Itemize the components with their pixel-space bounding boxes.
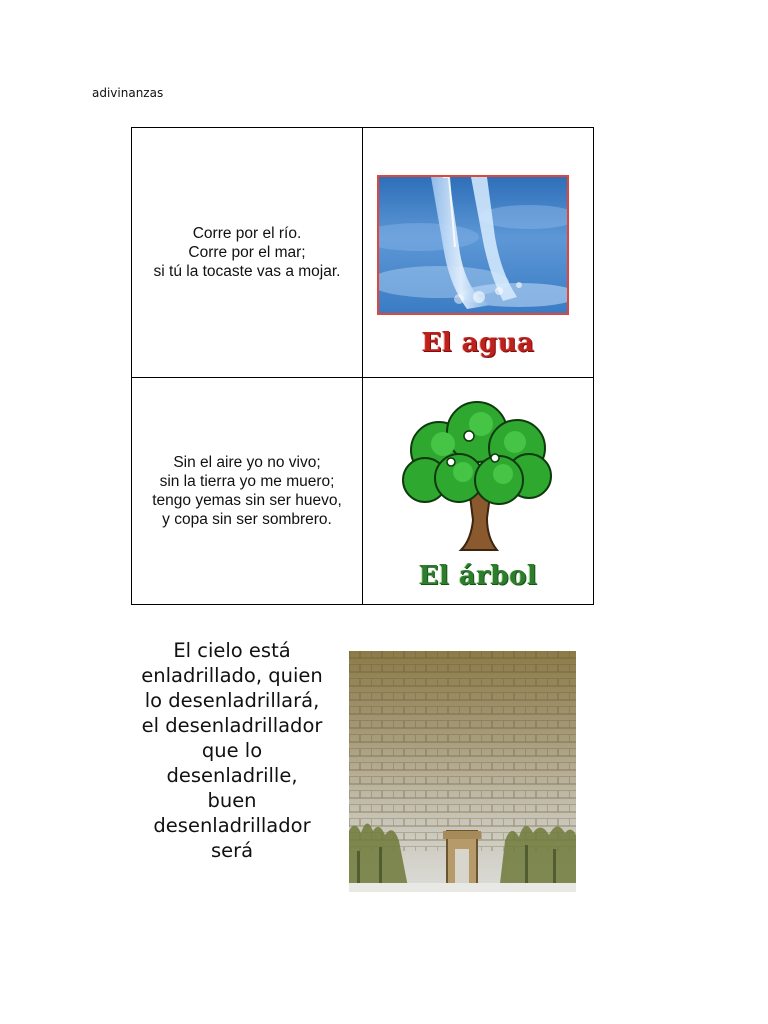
riddle-line: tengo yemas sin ser huevo, <box>152 491 342 509</box>
riddle-line: el desenladrillador <box>141 714 323 737</box>
riddle-line: desenladrille, <box>166 764 298 787</box>
riddle-text-water <box>132 224 362 281</box>
answer-label-arbol: El árbol <box>418 560 538 591</box>
riddle-line: sin la tierra yo me muero; <box>159 472 335 490</box>
riddle-line: desenladrillador <box>153 814 311 837</box>
riddle-row-water <box>132 128 594 378</box>
water-splash-icon <box>377 175 569 315</box>
riddle-text-cell <box>132 128 363 378</box>
riddle-line: será <box>210 839 254 862</box>
riddle-line: lo desenladrillará, <box>144 689 320 712</box>
sky-riddle-text <box>122 638 342 863</box>
answer-cell-water <box>363 128 594 378</box>
riddle-line: El cielo está <box>173 639 291 662</box>
riddle-line: enladrillado, quien <box>141 664 323 687</box>
riddle-line: si tú la tocaste vas a mojar. <box>153 262 341 280</box>
riddle-line: Corre por el mar; <box>188 243 306 261</box>
answer-cell-tree <box>363 377 594 604</box>
riddle-line: Sin el aire yo no vivo; <box>173 453 321 471</box>
document-heading: adivinanzas <box>92 86 164 100</box>
answer-label-agua: El agua <box>421 328 535 358</box>
tree-icon <box>399 400 555 554</box>
riddle-line: y copa sin ser sombrero. <box>162 510 332 528</box>
riddle-row-tree <box>132 377 594 604</box>
riddle-line: que lo <box>201 739 263 762</box>
riddle-text-tree <box>132 453 362 529</box>
riddle-line: buen <box>207 789 257 812</box>
brick-sky-reflection-photo <box>349 651 576 892</box>
riddle-text-cell <box>132 377 363 604</box>
riddle-table <box>131 127 594 605</box>
riddle-line: Corre por el río. <box>192 224 302 242</box>
